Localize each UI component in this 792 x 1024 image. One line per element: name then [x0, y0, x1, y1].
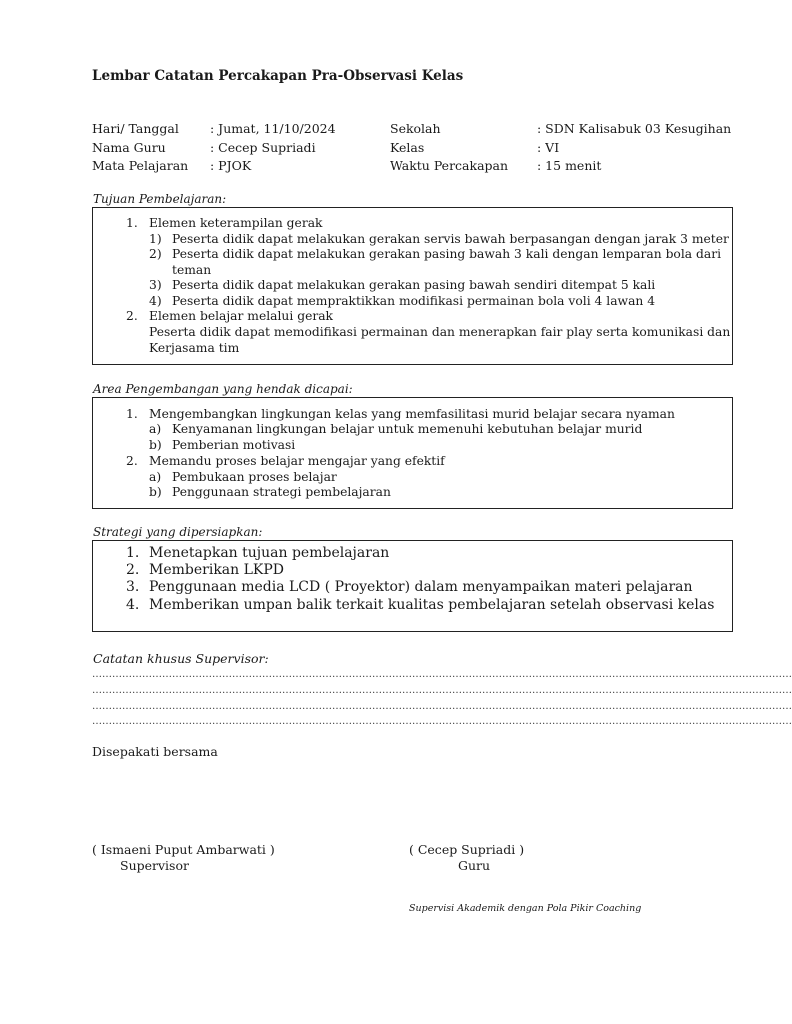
list-number: 1.	[126, 545, 140, 561]
list-item: Elemen keterampilan gerak	[149, 216, 323, 230]
list-item: Penggunaan strategi pembelajaran	[172, 485, 391, 499]
area-label: Area Pengembangan yang hendak dicapai:	[93, 382, 353, 396]
info-label-hari: Hari/ Tanggal	[92, 121, 179, 136]
area-box	[92, 397, 733, 509]
info-value-kelas: : VI	[537, 140, 560, 155]
list-item: teman	[172, 263, 212, 277]
info-label-kelas: Kelas	[390, 140, 425, 155]
list-item: Penggunaan media LCD ( Proyektor) dalam menyampaikan materi pelajaran	[149, 579, 693, 595]
info-label-mapel: Mata Pelajaran	[92, 158, 189, 173]
note-line-3[interactable]: …………………………………………………………………………………………………………………………………………………………………………………………	[92, 701, 792, 712]
list-number: 2)	[149, 247, 162, 261]
list-number: 3)	[149, 278, 162, 292]
info-value-guru: : Cecep Supriadi	[210, 140, 316, 155]
list-item: Peserta didik dapat memodifikasi permainan dan menerapkan fair play serta komunikasi dan	[149, 325, 731, 339]
list-item: Mengembangkan lingkungan kelas yang memfasilitasi murid belajar secara nyaman	[149, 407, 675, 421]
list-number: 2.	[126, 309, 138, 323]
info-label-guru: Nama Guru	[92, 140, 166, 155]
supervisor-role: Supervisor	[120, 858, 189, 873]
list-number: a)	[149, 422, 162, 436]
list-number: 2.	[126, 562, 140, 578]
list-number: 1)	[149, 232, 162, 246]
strategi-label: Strategi yang dipersiapkan:	[93, 525, 263, 539]
list-number: 4)	[149, 294, 162, 308]
list-item: Kenyamanan lingkungan belajar untuk memenuhi kebutuhan belajar murid	[172, 422, 643, 436]
note-line-4[interactable]: …………………………………………………………………………………………………………………………………………………………………………………………	[92, 716, 792, 727]
note-line-1[interactable]: …………………………………………………………………………………………………………………………………………………………………………………………	[92, 669, 792, 680]
note-line-2[interactable]: …………………………………………………………………………………………………………………………………………………………………………………………	[92, 685, 792, 696]
strategi-box	[92, 540, 733, 632]
list-item: Peserta didik dapat mempraktikkan modifikasi permainan bola voli 4 lawan 4	[172, 294, 656, 308]
list-number: b)	[149, 438, 162, 452]
footer-note: Supervisi Akademik dengan Pola Pikir Coaching	[409, 903, 642, 914]
list-item: Pemberian motivasi	[172, 438, 296, 452]
catatan-label: Catatan khusus Supervisor:	[93, 651, 269, 666]
list-item: Elemen belajar melalui gerak	[149, 309, 334, 323]
list-item: Peserta didik dapat melakukan gerakan pasing bawah 3 kali dengan lemparan bola dari	[172, 247, 722, 261]
teacher-name: ( Cecep Supriadi )	[409, 842, 525, 857]
info-label-sekolah: Sekolah	[390, 121, 441, 136]
list-number: a)	[149, 470, 162, 484]
list-number: 2.	[126, 454, 138, 468]
list-item: Peserta didik dapat melakukan gerakan servis bawah berpasangan dengan jarak 3 meter	[172, 232, 729, 246]
list-item: Memberikan LKPD	[149, 562, 285, 578]
list-number: 1.	[126, 216, 138, 230]
list-number: 4.	[126, 597, 140, 613]
list-number: 1.	[126, 407, 138, 421]
info-value-hari: : Jumat, 11/10/2024	[210, 121, 336, 136]
list-item: Menetapkan tujuan pembelajaran	[149, 545, 390, 561]
document-title: Lembar Catatan Percakapan Pra-Observasi Kelas	[92, 68, 464, 84]
tujuan-box	[92, 207, 733, 365]
teacher-role: Guru	[458, 858, 491, 873]
info-value-waktu: : 15 menit	[537, 158, 602, 173]
list-item: Memandu proses belajar mengajar yang efektif	[149, 454, 445, 468]
supervisor-name: ( Ismaeni Puput Ambarwati )	[92, 842, 275, 857]
agreement-text: Disepakati bersama	[92, 744, 218, 759]
tujuan-label: Tujuan Pembelajaran:	[93, 192, 227, 206]
list-number: b)	[149, 485, 162, 499]
info-value-sekolah: : SDN Kalisabuk 03 Kesugihan	[537, 121, 732, 136]
list-item: Pembukaan proses belajar	[172, 470, 337, 484]
list-number: 3.	[126, 579, 140, 595]
list-item: Peserta didik dapat melakukan gerakan pasing bawah sendiri ditempat 5 kali	[172, 278, 656, 292]
list-item: Kerjasama tim	[149, 341, 240, 355]
info-label-waktu: Waktu Percakapan	[390, 158, 509, 173]
info-value-mapel: : PJOK	[210, 158, 252, 173]
info-block	[0, 0, 768, 200]
list-item: Memberikan umpan balik terkait kualitas pembelajaran setelah observasi kelas	[149, 597, 715, 613]
